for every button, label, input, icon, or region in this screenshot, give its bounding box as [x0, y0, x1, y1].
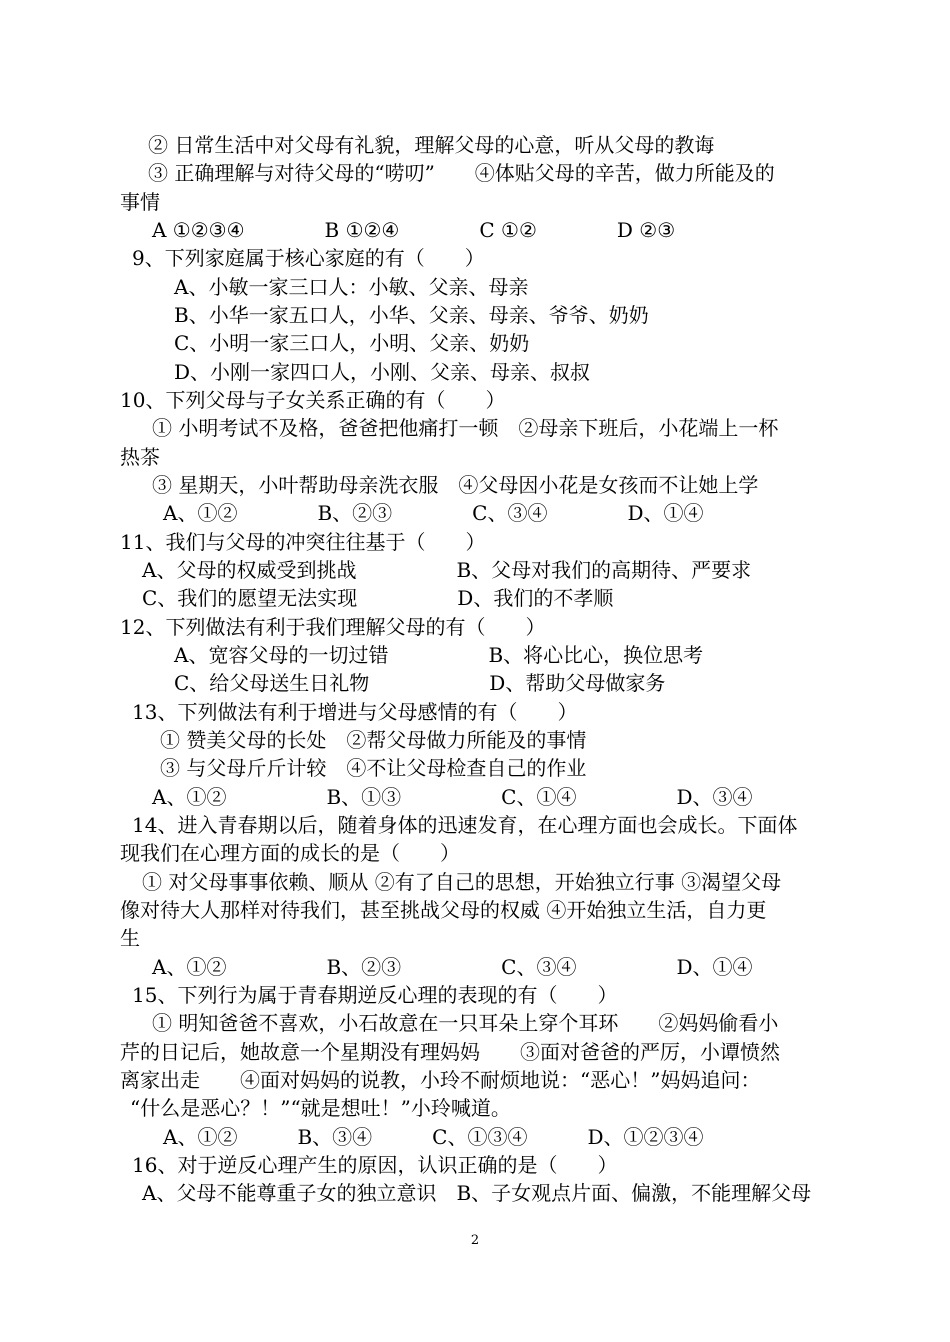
text-line: 11、我们与父母的冲突往往基于（ ）	[120, 530, 486, 554]
text-line: A、①② B、②③ C、③④ D、①④	[152, 955, 753, 979]
text-line: A、①② B、②③ C、③④ D、①④	[163, 501, 704, 525]
text-line: A、①② B、③④ C、①③④ D、①②③④	[163, 1125, 704, 1149]
text-line: ③ 星期天，小叶帮助母亲洗衣服 ④父母因小花是女孩而不让她上学	[152, 473, 759, 497]
text-line: ③ 与父母斤斤计较 ④不让父母检查自己的作业	[160, 756, 587, 780]
text-line: A、父母的权威受到挑战 B、父母对我们的高期待、严要求	[142, 558, 752, 582]
text-line: 10、下列父母与子女关系正确的有（ ）	[120, 388, 506, 412]
text-line: 12、下列做法有利于我们理解父母的有（ ）	[120, 615, 546, 639]
text-line: 15、下列行为属于青春期逆反心理的表现的有（ ）	[132, 983, 618, 1007]
text-line: 离家出走 ④面对妈妈的说教，小玲不耐烦地说：“恶心！”妈妈追问：	[120, 1068, 761, 1092]
text-line: ① 赞美父母的长处 ②帮父母做力所能及的事情	[160, 728, 587, 752]
text-line: A、宽容父母的一切过错 B、将心比心，换位思考	[174, 643, 704, 667]
text-line: D、小刚一家四口人，小刚、父亲、母亲、叔叔	[174, 360, 591, 384]
text-line: 事情	[120, 190, 160, 214]
text-line: ① 对父母事事依赖、顺从 ②有了自己的思想，开始独立行事 ③渴望父母	[142, 870, 782, 894]
text-line: 13、下列做法有利于增进与父母感情的有（ ）	[132, 700, 578, 724]
text-line: B、小华一家五口人，小华、父亲、母亲、爷爷、奶奶	[174, 303, 649, 327]
text-line: ③ 正确理解与对待父母的“唠叨” ④体贴父母的辛苦，做力所能及的	[148, 161, 775, 185]
text-line: 像对待大人那样对待我们，甚至挑战父母的权威 ④开始独立生活，自力更	[120, 898, 767, 922]
text-line: 生	[120, 926, 140, 950]
text-line: C、我们的愿望无法实现 D、我们的不孝顺	[142, 586, 614, 610]
text-line: A、①② B、①③ C、①④ D、③④	[152, 785, 753, 809]
text-line: 9、下列家庭属于核心家庭的有（ ）	[132, 246, 485, 270]
text-line: C、给父母送生日礼物 D、帮助父母做家务	[174, 671, 666, 695]
text-line: 现我们在心理方面的成长的是（ ）	[120, 841, 460, 865]
text-line: “什么是恶心？！”“就是想吐！”小玲喊道。	[130, 1096, 511, 1120]
text-line: A ①②③④ B ①②④ C ①② D ②③	[152, 218, 676, 242]
text-line: A、小敏一家三口人：小敏、父亲、母亲	[174, 275, 529, 299]
text-line: 14、进入青春期以后，随着身体的迅速发育，在心理方面也会成长。下面体	[132, 813, 798, 837]
text-line: 16、对于逆反心理产生的原因，认识正确的是（ ）	[132, 1153, 618, 1177]
page-number: 2	[470, 1233, 480, 1248]
text-line: 芹的日记后，她故意一个星期没有理妈妈 ③面对爸爸的严厉，小谭愤然	[120, 1040, 780, 1064]
text-line: 热茶	[120, 445, 160, 469]
text-line: ① 小明考试不及格，爸爸把他痛打一顿 ②母亲下班后，小花端上一杯	[152, 416, 779, 440]
text-line: ② 日常生活中对父母有礼貌，理解父母的心意，听从父母的教诲	[148, 133, 715, 157]
text-line: A、父母不能尊重子女的独立意识 B、子女观点片面、偏激，不能理解父母	[142, 1181, 812, 1205]
text-line: ① 明知爸爸不喜欢，小石故意在一只耳朵上穿个耳环 ②妈妈偷看小	[152, 1011, 779, 1035]
text-line: C、小明一家三口人，小明、父亲、奶奶	[174, 331, 530, 355]
